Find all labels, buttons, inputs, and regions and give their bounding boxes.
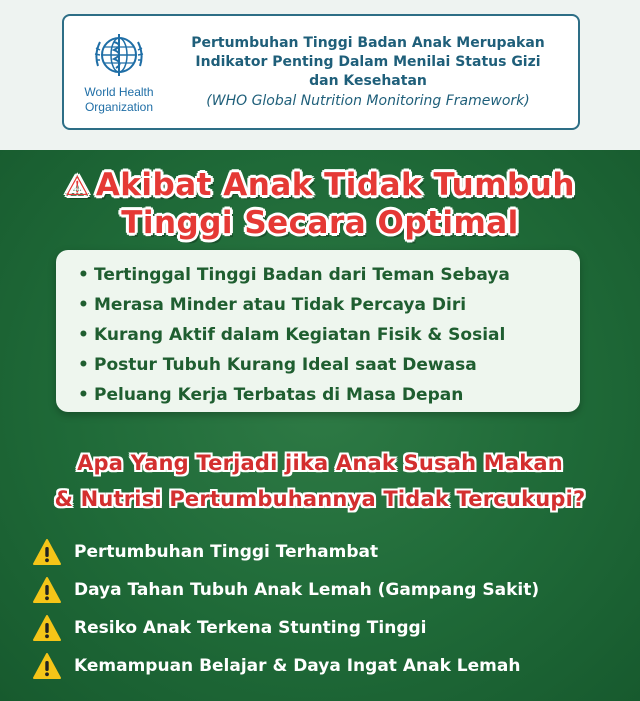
warning-triangle-icon [32,652,62,680]
question-line1: Apa Yang Terjadi jika Anak Susah Makan [77,451,563,475]
list-item: • Peluang Kerja Terbatas di Masa Depan [78,380,580,410]
warning-triangle-icon [32,576,62,604]
warning-item-text: Pertumbuhan Tinggi Terhambat [74,542,379,562]
bullet-dot: • [78,295,89,315]
who-statement [168,34,568,112]
who-logo [82,26,156,122]
who-source: (WHO Global Nutrition Monitoring Framework) [206,93,530,109]
section1-title-line1: ⚠ Akibat Anak Tidak Tumbuh [65,167,575,203]
warning-list-item [32,535,632,569]
warning-list-item [32,611,632,645]
warning-item-text: Daya Tahan Tubuh Anak Lemah (Gampang Sakit) [74,580,540,600]
list-item: • Merasa Minder atau Tidak Percaya Diri [78,290,580,320]
bullet-dot: • [78,325,89,345]
who-title-line: Indikator Penting Dalam Menilai Status Gizi [195,54,541,70]
warning-list-item [32,573,632,607]
question-line2: & Nutrisi Pertumbuhannya Tidak Tercukupi? [54,487,586,511]
who-org-name-line1: World Health [84,85,154,99]
who-emblem-icon [90,26,148,84]
warning-item-text: Kemampuan Belajar & Daya Ingat Anak Lemah [74,656,521,676]
warning-icon: ⚠ [65,171,90,202]
who-title-line: Pertumbuhan Tinggi Badan Anak Merupakan [191,35,545,51]
list-item: • Tertinggal Tinggi Badan dari Teman Sebaya [78,260,580,290]
bullet-dot: • [78,385,89,405]
bullet-dot: • [78,265,89,285]
warning-list-item [32,649,632,683]
warning-item-text: Resiko Anak Terkena Stunting Tinggi [74,618,427,638]
section1-title-line2: Tinggi Secara Optimal [121,205,519,241]
who-org-name-line2: Organization [84,100,154,114]
who-info-card [62,14,580,130]
effects-list-card [56,250,580,412]
bullet-dot: • [78,355,89,375]
who-title-line: dan Kesehatan [309,73,427,89]
warning-triangle-icon [32,614,62,642]
list-item: • Kurang Aktif dalam Kegiatan Fisik & Sosial [78,320,580,350]
warning-triangle-icon [32,538,62,566]
list-item: • Postur Tubuh Kurang Ideal saat Dewasa [78,350,580,380]
